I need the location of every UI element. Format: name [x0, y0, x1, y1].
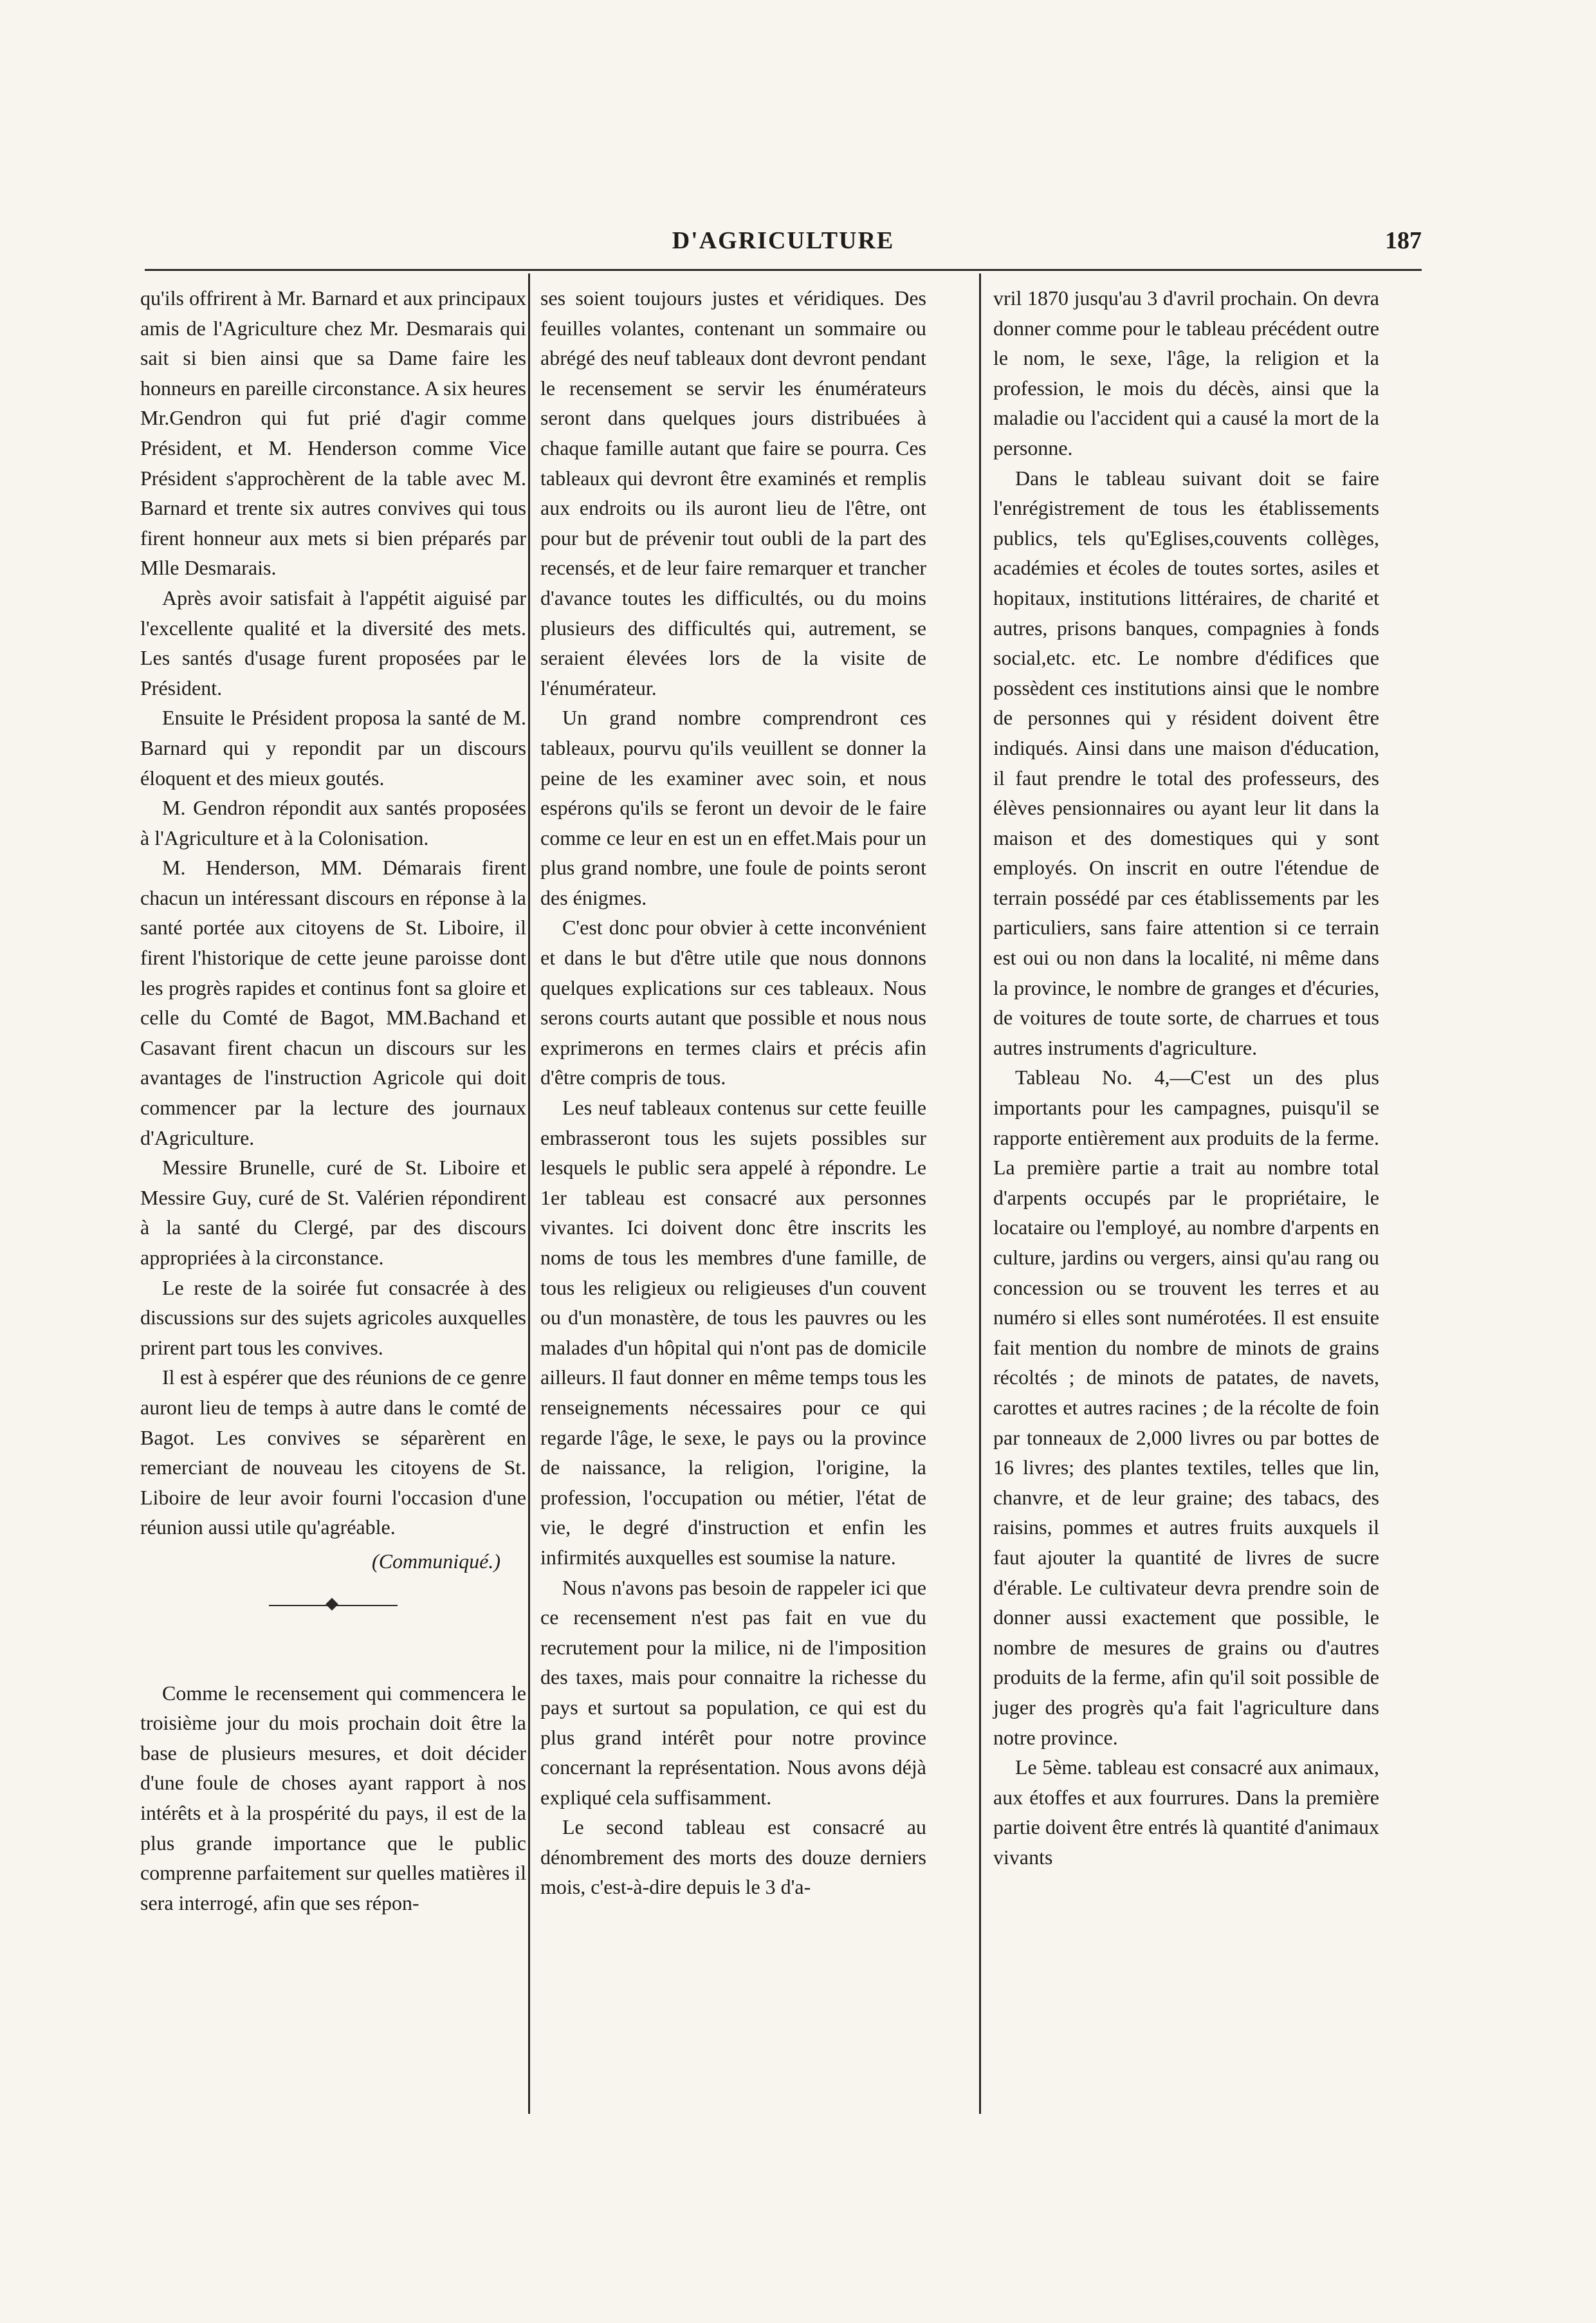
spacer — [140, 1628, 526, 1678]
paragraph: M. Gendron répondit aux santés proposées à l'Agriculture et à la Colonisation. — [140, 796, 526, 849]
diamond-ornament-icon — [326, 1598, 338, 1611]
running-title: D'AGRICULTURE — [672, 227, 895, 254]
paragraph: Ensuite le Président proposa la santé de M. Barnard qui y repondit par un discours éloquent et des mieux goutés. — [140, 706, 526, 790]
paragraph: Un grand nombre comprendront ces tableaux, pourvu qu'ils veuillent se donner la peine de les examiner avec soin, et nous espérons qu'ils se feront un devoir de le faire comme ce leur en est un en effet.Mais pour un plus grand nombre, une foule de points seront des énigmes. — [540, 706, 926, 909]
page-number: 187 — [1385, 227, 1422, 254]
paragraph: Le second tableau est consacré au dénombrement des morts des douze derniers mois, c'est-à-dire depuis le 3 d'a- — [540, 1815, 926, 1899]
section-separator — [140, 1586, 526, 1624]
paragraph: Comme le recensement qui commencera le troisième jour du mois prochain doit être la base de plusieurs mesures, et doit décider d'une foule de choses ayant rapport à nos intérêts et à la prospérité du pays, il est de la plus grande importance que le public comprenne parfaitement sur quelles matières il sera interrogé, afin que ses répon- — [140, 1681, 526, 1914]
column-divider-2 — [979, 273, 981, 2114]
column-2 — [540, 283, 926, 1902]
column-1 — [140, 283, 526, 1918]
paragraph: Nous n'avons pas besoin de rappeler ici que ce recensement n'est pas fait en vue du recrutement pour la milice, ni de l'imposition des taxes, mais pour connaitre la richesse du pays et surtout sa population, ce qui est du plus grand intérêt pour notre province concernant la représentation. Nous avons déjà expliqué cela suffisamment. — [540, 1575, 926, 1809]
paragraph: Le 5ème. tableau est consacré aux animaux, aux étoffes et aux fourrures. Dans la première partie doivent être entrés là quantité d'animaux vivants — [993, 1755, 1379, 1869]
paragraph: qu'ils offrirent à Mr. Barnard et aux principaux amis de l'Agriculture chez Mr. Desmarais qui sait si bien ainsi que sa Dame faire les honneurs en pareille circonstance. A six heures Mr.Gendron qui fut prié d'agir comme Président, et M. Henderson comme Vice Président s'approchèrent de la table avec M. Barnard et trente six autres convives qui tous firent honneur aux mets si bien préparés par Mlle Desmarais. — [140, 286, 526, 580]
header-rule — [145, 269, 1422, 271]
paragraph: vril 1870 jusqu'au 3 d'avril prochain. On devra donner comme pour le tableau précédent outre le nom, le sexe, l'âge, la religion et la profession, le mois du décès, ainsi que la maladie ou l'accident qui a causé la mort de la personne. — [993, 286, 1379, 459]
paragraph: Dans le tableau suivant doit se faire l'enrégistrement de tous les établissements publics, tels qu'Eglises,couvents collèges, académies et écoles de toutes sortes, asiles et hopitaux, institutions littéraires, de charité et autres, prisons banques, compagnies à fonds social,etc. etc. Le nombre d'édifices que possèdent ces institutions ainsi que le nombre de personnes qui y résident doivent être indiqués. Ainsi dans une maison d'éducation, il faut prendre le total des professeurs, des élèves pensionnaires ou ayant leur lit dans la maison et des domestiques qui y sont employés. On inscrit en outre l'étendue de terrain possédé par ces établissements par les particuliers, sans faire attention si ce terrain est oui ou non dans la localité, ni même dans la province, le nombre de granges et d'écuries, de voitures de toute sorte, de charrues et tous autres instruments d'agriculture. — [993, 466, 1379, 1059]
paragraph: Les neuf tableaux contenus sur cette feuille embrasseront tous les sujets possibles sur lesquels le public sera appelé à répondre. Le 1er tableau est consacré aux personnes vivantes. Ici doivent donc être inscrits les noms de tous les membres d'une famille, de tous les religieux ou religieuses d'un couvent ou d'un monastère, de tous les pauvres ou les malades d'un hôpital qui n'ont pas de domicile ailleurs. Il faut donner en même temps tous les renseignements nécessaires pour ce qui regarde l'âge, le sexe, le pays ou la province de naissance, la religion, l'origine, la profession, l'occupation ou métier, l'état de vie, le degré d'instruction et enfin les infirmités auxquelles est soumise la nature. — [540, 1096, 926, 1569]
running-header — [145, 227, 1422, 265]
paragraph: C'est donc pour obvier à cette inconvénient et dans le but d'être utile que nous donnons quelques explications sur ces tableaux. Nous serons courts autant que possible et nous nous exprimerons en termes clairs et précis afin d'être compris de tous. — [540, 916, 926, 1089]
paragraph: ses soient toujours justes et véridiques. Des feuilles volantes, contenant un sommaire ou abrégé des neuf tableaux dont devront pendant le recensement se servir les énumérateurs seront dans quelques jours distribuées à chaque famille autant que faire se pourra. Ces tableaux qui devront être examinés et remplis aux endroits ou ils auront lieu de l'être, ont pour but de prévenir tout oubli de la part des recensés, et de leur faire remarquer et trancher d'avance toutes les difficultés, ou du moins plusieurs des difficultés qui, autrement, se seraient élevées lors de la visite de l'énumérateur. — [540, 286, 926, 699]
paragraph: Tableau No. 4,—C'est un des plus importants pour les campagnes, puisqu'il se rapporte entièrement aux produits de la ferme. La première partie a trait au nombre total d'arpents occupés par le propriétaire, le locataire ou l'employé, au nombre d'arpents en culture, jardins ou vergers, ainsi qu'au rang ou concession ou se trouvent les terres et au numéro si elles sont numérotées. Il est ensuite fait mention du nombre de minots de grains récoltés ; de minots de patates, de navets, carottes et autres racines ; de la récolte de foin par tonneaux de 2,000 livres ou par bottes de 16 livres; des plantes textiles, telles que lin, chanvre, et de leur graine; des tabacs, des raisins, pommes et autres fruits auxquels il faut ajouter la quantité de livres de sucre d'érable. Le cultivateur devra prendre soin de donner aussi exactement que possible, le nombre de mesures de grains ou d'autres produits de la ferme, afin qu'il soit possible de juger des progrès qu'a fait l'agriculture dans notre province. — [993, 1066, 1379, 1749]
paragraph: M. Henderson, MM. Démarais firent chacun un intéressant discours en réponse à la santé portée aux citoyens de St. Liboire, il firent l'historique de cette jeune paroisse dont les progrès rapides et continus font sa gloire et celle du Comté de Bagot, MM.Bachand et Casavant firent chacun un discours sur les avantages de l'instruction Agricole qui doit commencer par la lecture des journaux d'Agriculture. — [140, 856, 526, 1149]
paragraph: Il est à espérer que des réunions de ce genre auront lieu de temps à autre dans le comté de Bagot. Les convives se séparèrent en remerciant de nouveau les citoyens de St. Liboire de leur avoir fourni l'occasion d'une réunion aussi utile qu'agréable. — [140, 1365, 526, 1539]
paragraph: Messire Brunelle, curé de St. Liboire et Messire Guy, curé de St. Valérien répondirent à la santé du Clergé, par des discours appropriées à la circonstance. — [140, 1156, 526, 1269]
paragraph: Le reste de la soirée fut consacrée à des discussions sur des sujets agricoles auxquelles prirent part tous les convives. — [140, 1275, 526, 1359]
paragraph: Après avoir satisfait à l'appétit aiguisé par l'excellente qualité et la diversité des mets. Les santés d'usage furent proposées par le Président. — [140, 586, 526, 699]
column-divider-1 — [528, 273, 530, 2114]
signature: (Communiqué.) — [372, 1549, 500, 1573]
column-3 — [993, 283, 1379, 1872]
